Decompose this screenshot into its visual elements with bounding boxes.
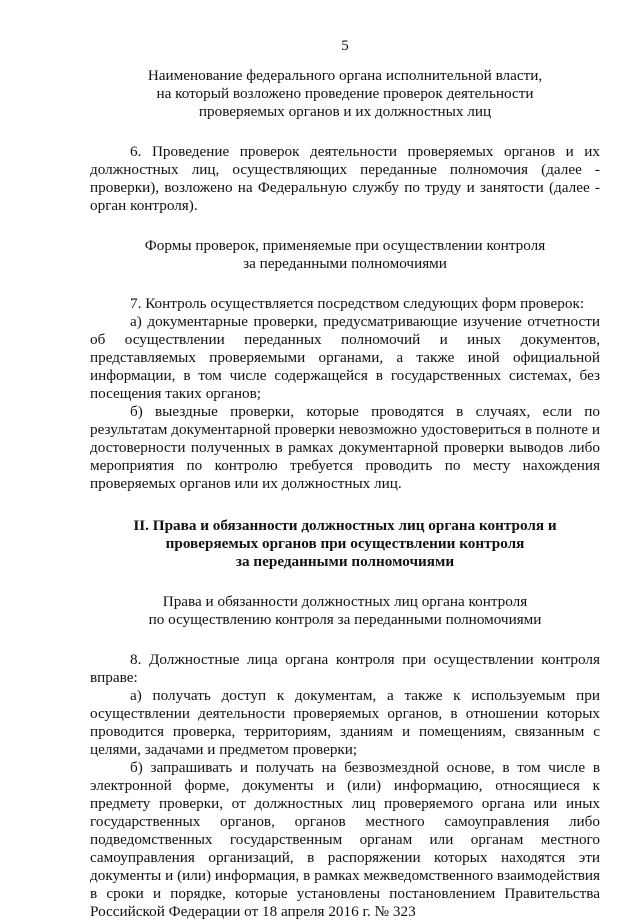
section-heading-line: проверяемых органов при осуществлении контроля — [165, 535, 525, 552]
rights-heading — [90, 593, 600, 629]
page-number: 5 — [341, 38, 349, 54]
forms-heading — [90, 237, 600, 273]
rights-heading-line: Права и обязанности должностных лиц органа контроля — [162, 593, 528, 610]
paragraph-6: 6. Проведение проверок деятельности проверяемых органов и их должностных лиц, осуществляющих переданные полномочия (далее - проверки), возложено на Федеральную службу по труду и занятости (далее - орган контроля). — [90, 143, 600, 214]
section-heading-line: за переданными полномочиями — [235, 553, 455, 570]
header-line: Наименование федерального органа исполнительной власти, — [147, 67, 543, 84]
section-2-heading — [90, 517, 600, 571]
forms-heading-line: Формы проверок, применяемые при осуществлении контроля — [144, 237, 546, 254]
paragraph-8b: б) запрашивать и получать на безвозмездной основе, в том числе в электронной форме, документы и (или) информацию, относящиеся к предмету проверки, от должностных лиц проверяемого органа или иных государственных органов, органов местного самоуправления либо подведомственных государственным органам или органам местного самоуправления организаций, в распоряжении которых находятся эти документы и (или) информация, в рамках межведомственного взаимодействия в сроки и порядке, которые установлены постановлением Правительства Российской Федерации от 18 апреля 2016 г. № 323 — [90, 759, 600, 920]
forms-heading-line: за переданными полномочиями — [243, 255, 447, 272]
section-heading-line: II. Права и обязанности должностных лиц органа контроля и — [133, 517, 557, 534]
paragraph-7a: а) документарные проверки, предусматривающие изучение отчетности об осуществлении переданных полномочий и иных документов, представляемых проверяемыми органами, а также иной официальной информации, в том числе содержащейся в государственных системах, без посещения таких органов; — [90, 313, 600, 402]
header-line: на который возложено проведение проверок деятельности — [156, 85, 534, 102]
paragraph-8: 8. Должностные лица органа контроля при осуществлении контроля вправе: — [90, 651, 600, 686]
paragraph-7b: б) выездные проверки, которые проводятся в случаях, если по результатам документарной проверки невозможно удостовериться в полноте и достоверности полученных в рамках документарной проверки выводов либо мероприятия по контролю требуется проводить по месту нахождения проверяемых органов или их должностных лиц. — [90, 403, 600, 492]
rights-heading-line: по осуществлению контроля за переданными полномочиями — [148, 611, 542, 628]
paragraph-7: 7. Контроль осуществляется посредством следующих форм проверок: — [130, 295, 585, 312]
paragraph-8a: а) получать доступ к документам, а также к используемым при осуществлении деятельности проверяемых органов, в отношении которых проводится проверка, территориям, зданиям и помещениям, связанным с целями, задачами и предметом проверки; — [90, 687, 600, 758]
header-block — [90, 67, 600, 121]
header-line: проверяемых органов и их должностных лиц — [198, 103, 492, 120]
